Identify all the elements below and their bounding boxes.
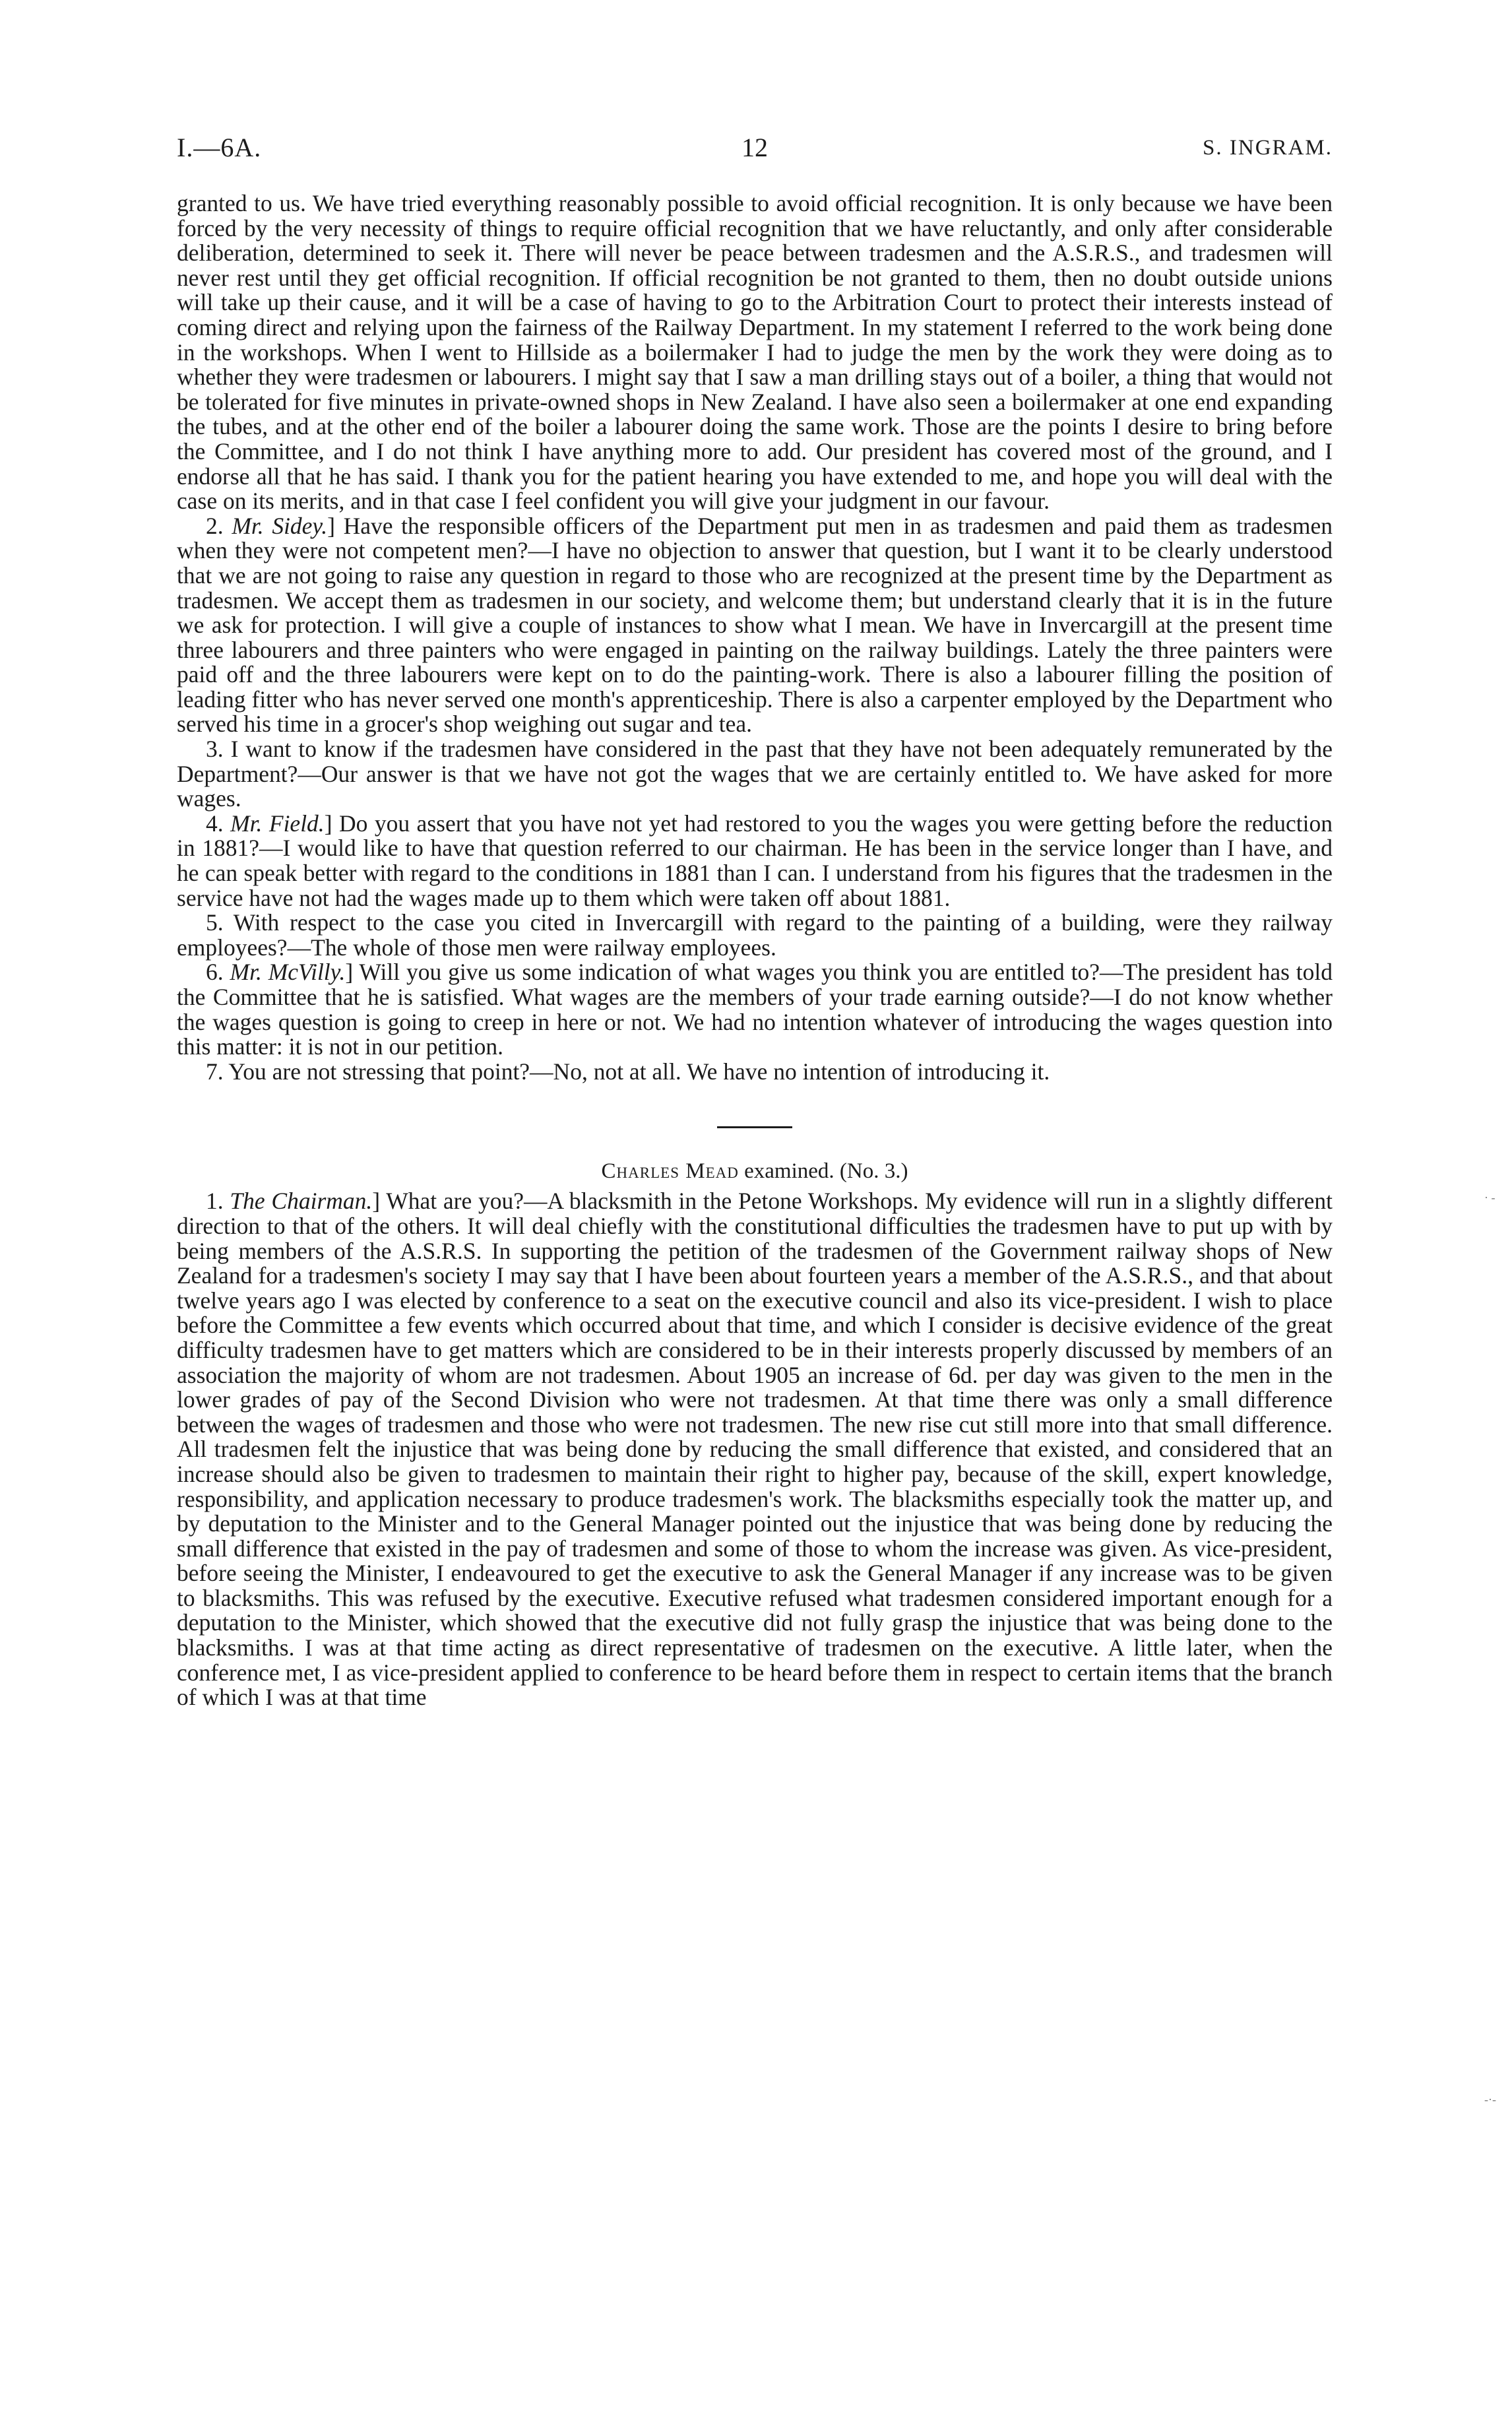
question-number: 1. — [206, 1188, 224, 1215]
question-number: 3. — [206, 736, 224, 763]
question-paragraph: 2. Mr. Sidey.] Have the responsible officers of the Department put men in as tradesmen and paid them as tradesmen when they were not competent men?—I have no objection to answer that question, but I want it to be clearly understood that we are not going to raise any question in regard to those who are recognized at the present time by the Department as tradesmen. We accept them as tradesmen in our society, and welcome them; but understand clearly that it is in the future we ask for protection. I will give a couple of instances to show what I mean. We have in Invercargill at the present time three labourers and three painters who were engaged in painting on the railway buildings. Lately the three painters were paid off and the three labourers were kept on to do the painting-work. There is also a labourer filling the position of leading fitter who has never served one month's apprenticeship. There is also a carpenter employed by the Department who served his time in a grocer's shop weighing out sugar and tea. — [177, 512, 1333, 738]
witness-heading-name: Charles Mead — [601, 1159, 739, 1184]
witness-heading-text: examined. — [744, 1159, 835, 1184]
body-text — [177, 191, 1333, 1710]
margin-mark: -·- — [1484, 2093, 1496, 2106]
speaker: Mr. Field. — [230, 810, 325, 837]
question-text: Will you give us some indication of what wages you think you are entitled to?—The president has told the Committee that he is satisfied. What wages are the members of your trade earning outside?—I do not know whether the wages question is going to creep in here or not. We had no intention whatever of introducing the wages question into this matter: it is not in our petition. — [177, 959, 1333, 1060]
page-header — [177, 132, 1333, 172]
question-text: Have the responsible officers of the Department put men in as tradesmen and paid them as tradesmen when they were not competent men?—I have no objection to answer that question, but I want it to be clearly understood that we are not going to raise any question in regard to those who are recognized at the present time by the Department as tradesmen. We accept them as tradesmen in our society, and welcome them; but understand clearly that it is in the future we ask for protection. I will give a couple of instances to show what I mean. We have in Invercargill at the present time three labourers and three painters who were engaged in painting on the railway buildings. Lately the three painters were paid off and the three labourers were kept on to do the painting-work. There is also a labourer filling the position of leading fitter who has never served one month's apprenticeship. There is also a carpenter employed by the Department who served his time in a grocer's shop weighing out sugar and tea. — [177, 512, 1333, 738]
question-number: 6. — [206, 959, 224, 986]
question-number: 5. — [206, 909, 224, 936]
question-text: You are not stressing that point?—No, not at all. We have no intention of introducing it. — [228, 1058, 1050, 1085]
document-reference: I.—6A. — [177, 133, 262, 162]
document-page — [177, 132, 1333, 1710]
question-paragraph: 6. Mr. McVilly.] Will you give us some indication of what wages you think you are entitled to?—The president has told the Committee that he is satisfied. What wages are the members of your trade earning outside?—I do not know whether the wages question is going to creep in here or not. We had no intention whatever of introducing the wages question into this matter: it is not in our petition. — [177, 959, 1333, 1060]
question-text: I want to know if the tradesmen have considered in the past that they have not been adequately remunerated by the Department?—Our answer is that we have not got the wages that we are certainly entitled to. We have asked for more wages. — [177, 736, 1333, 812]
section-heading — [177, 1159, 1333, 1184]
speaker: Mr. McVilly. — [230, 959, 346, 986]
witness-heading-number: (No. 3.) — [839, 1159, 908, 1184]
witness-name: S. INGRAM. — [1203, 136, 1333, 160]
question-number: 4. — [206, 810, 224, 837]
question-paragraph — [177, 737, 1333, 812]
question-text: Do you assert that you have not yet had restored to you the wages you were getting before the reduction in 1881?—I would like to have that question referred to our chairman. He has been in the service longer than I have, and he can speak better with regard to the conditions in 1881 than I can. I understand from his figures that the tradesmen in the service have not had the wages made up to them which were taken off about 1881. — [177, 810, 1333, 911]
section-divider — [717, 1126, 792, 1128]
question-text: What are you?—A blacksmith in the Petone Workshops. My evidence will run in a slightly different direction to that of the others. It will deal chiefly with the constitutional difficulties the tradesmen have to put up with by being members of the A.S.R.S. In supporting the petition of the tradesmen of the Government railway shops of New Zealand for a tradesmen's society I may say that I have been about fourteen years a member of the A.S.R.S., and that about twelve years ago I was elected by conference to a seat on the executive council and also its vice-president. I wish to place before the Committee a few events which occurred about that time, and which I consider is decisive evidence of the great difficulty tradesmen have to get matters which are considered to be in their interests properly discussed by members of an association the majority of whom are not tradesmen. About 1905 an increase of 6d. per day was given to the men in the lower grades of pay of the Second Division who were not tradesmen. At that time there was only a small difference between the wages of tradesmen and those who were not tradesmen. The new rise cut still more into that small difference. All tradesmen felt the injustice that was being done by reducing the small difference that existed, and considered that an increase should also be given to tradesmen to maintain their right to higher pay, because of the skill, expert knowledge, responsibility, and application necessary to produce tradesmen's work. The blacksmiths especially took the matter up, and by deputation to the Minister and to the General Manager pointed out the injustice that was being done by reducing the small difference that existed in the pay of tradesmen and some of those to whom the increase was given. As vice-president, before seeing the Minister, I endeavoured to get the executive to ask the General Manager if any increase was to be given to blacksmiths. This was refused by the executive. Executive refused what tradesmen considered important enough for a deputation to the Minister, which showed that the executive did not fully grasp the injustice that was being done to the blacksmiths. I was at that time acting as direct representative of tradesmen on the executive. A little later, when the conference met, I as vice-president applied to conference to be heard before them in respect to certain items that the branch of which I was at that time — [177, 1188, 1333, 1711]
page-number: 12 — [741, 133, 768, 162]
question-number: 7. — [206, 1058, 224, 1085]
paragraph-continued — [177, 191, 1333, 514]
question-paragraph: 4. Mr. Field.] Do you assert that you have not yet had restored to you the wages you were getting before the reduction in 1881?—I would like to have that question referred to our chairman. He has been in the service longer than I have, and he can speak better with regard to the conditions in 1881 than I can. I understand from his figures that the tradesmen in the service have not had the wages made up to them which were taken off about 1881. — [177, 810, 1333, 911]
question-text: With respect to the case you cited in Invercargill with regard to the painting of a building, were they railway employees?—The whole of those men were railway employees. — [177, 909, 1333, 961]
margin-mark: · - — [1484, 1191, 1496, 1204]
question-paragraph — [177, 1060, 1333, 1085]
question-number: 2. — [206, 512, 224, 539]
question-paragraph — [177, 911, 1333, 960]
speaker: Mr. Sidey. — [232, 512, 328, 539]
question-paragraph: 1. The Chairman.] What are you?—A blacksmith in the Petone Workshops. My evidence will run in a slightly different direction to that of the others. It will deal chiefly with the constitutional difficulties the tradesmen have to put up with by being members of the A.S.R.S. In supporting the petition of the tradesmen of the Government railway shops of New Zealand for a tradesmen's society I may say that I have been about fourteen years a member of the A.S.R.S., and that about twelve years ago I was elected by conference to a seat on the executive council and also its vice-president. I wish to place before the Committee a few events which occurred about that time, and which I consider is decisive evidence of the great difficulty tradesmen have to get matters which are considered to be in their interests properly discussed by members of an association the majority of whom are not tradesmen. About 1905 an increase of 6d. per day was given to the men in the lower grades of pay of the Second Division who were not tradesmen. At that time there was only a small difference between the wages of tradesmen and those who were not tradesmen. The new rise cut still more into that small difference. All tradesmen felt the injustice that was being done by reducing the small difference that existed, and considered that an increase should also be given to tradesmen to maintain their right to higher pay, because of the skill, expert knowledge, responsibility, and application necessary to produce tradesmen's work. The blacksmiths especially took the matter up, and by deputation to the Minister and to the General Manager pointed out the injustice that was being done by reducing the small difference that existed in the pay of tradesmen and some of those to whom the increase was given. As vice-president, before seeing the Minister, I endeavoured to get the executive to ask the General Manager if any increase was to be given to blacksmiths. This was refused by the executive. Executive refused what tradesmen considered important enough for a deputation to the Minister, which showed that the executive did not fully grasp the injustice that was being done to the blacksmiths. I was at that time acting as direct representative of tradesmen on the executive. A little later, when the conference met, I as vice-president applied to conference to be heard before them in respect to certain items that the branch of which I was at that time — [177, 1188, 1333, 1711]
paragraph-text: granted to us. We have tried everything reasonably possible to avoid official recognition. It is only because we have been forced by the very necessity of things to require official recognition that we have reluctantly, and only after considerable deliberation, determined to seek it. There will never be peace between tradesmen and the A.S.R.S., and tradesmen will never rest until they get official recognition. If official recognition be not granted to them, then no doubt outside unions will take up their cause, and it will be a case of having to go to the Arbitration Court to protect their interests instead of coming direct and relying upon the fairness of the Railway Department. In my statement I referred to the work being done in the workshops. When I went to Hillside as a boilermaker I had to judge the men by the work they were doing as to whether they were tradesmen or labourers. I might say that I saw a man drilling stays out of a boiler, a thing that would not be tolerated for five minutes in private-owned shops in New Zealand. I have also seen a boilermaker at one end expanding the tubes, and at the other end of the boiler a labourer doing the same work. Those are the points I desire to bring before the Committee, and I do not think I have anything more to add. Our president has covered most of the ground, and I endorse all that he has said. I thank you for the patient hearing you have extended to me, and hope you will deal with the case on its merits, and in that case I feel confident you will give your judgment in our favour. — [177, 190, 1333, 515]
speaker: The Chairman. — [230, 1188, 373, 1215]
